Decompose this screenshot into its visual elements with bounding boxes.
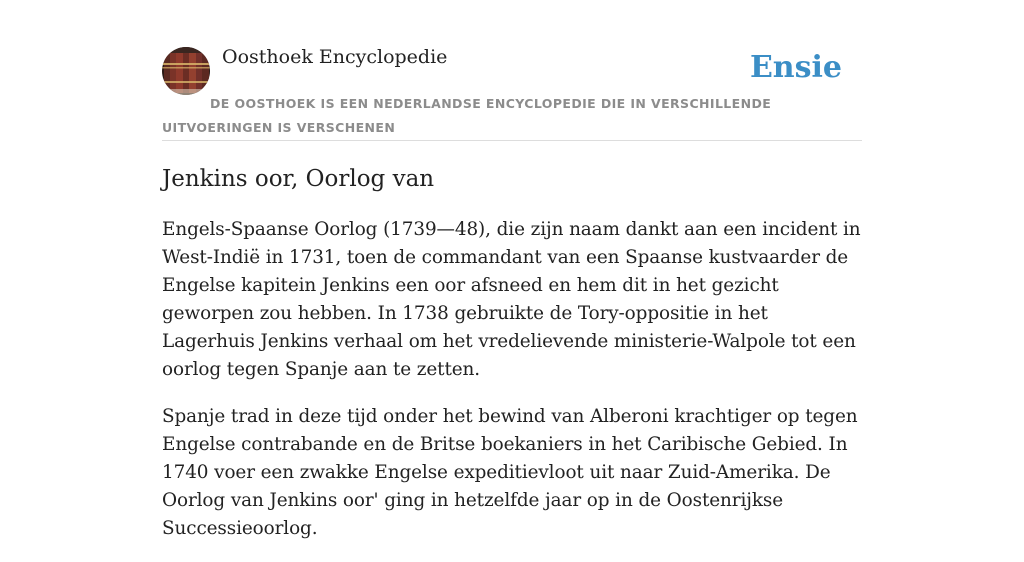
article-paragraph: Engels-Spaanse Oorlog (1739—48), die zijn naam dankt aan een incident in West-Indië in 1731, toen de commandant van een Spaanse kustvaarder de Engelse kapitein Jenkins een oor afsneed en hem dit in het gezicht geworpen zou hebben. In 1738 gebruikte de Tory-oppositie in het Lagerhuis Jenkins verhaal om het vredelievende ministerie-Walpole tot een oorlog tegen Spanje aan te zetten. [162, 219, 861, 380]
article-title: Jenkins oor, Oorlog van [162, 166, 435, 192]
article-paragraph: Spanje trad in deze tijd onder het bewind van Alberoni krachtiger op tegen Engelse contrabande en de Britse boekaniers in het Caribische Gebied. In 1740 voer een zwakke Engelse expeditievloot uit naar Zuid-Amerika. De Oorlog van Jenkins oor' ging in hetzelfde jaar op in de Oostenrijkse Successieoorlog. [162, 406, 858, 539]
source-description: DE OOSTHOEK IS EEN NEDERLANDSE ENCYCLOPEDIE DIE IN VERSCHILLENDE UITVOERINGEN IS VERSCHENEN [162, 96, 772, 135]
encyclopedia-books-icon[interactable] [162, 47, 210, 95]
article [162, 164, 862, 562]
brand-logo[interactable]: Ensie [749, 50, 842, 85]
source-header [162, 44, 862, 141]
source-name-link[interactable]: Oosthoek Encyclopedie [222, 46, 448, 68]
